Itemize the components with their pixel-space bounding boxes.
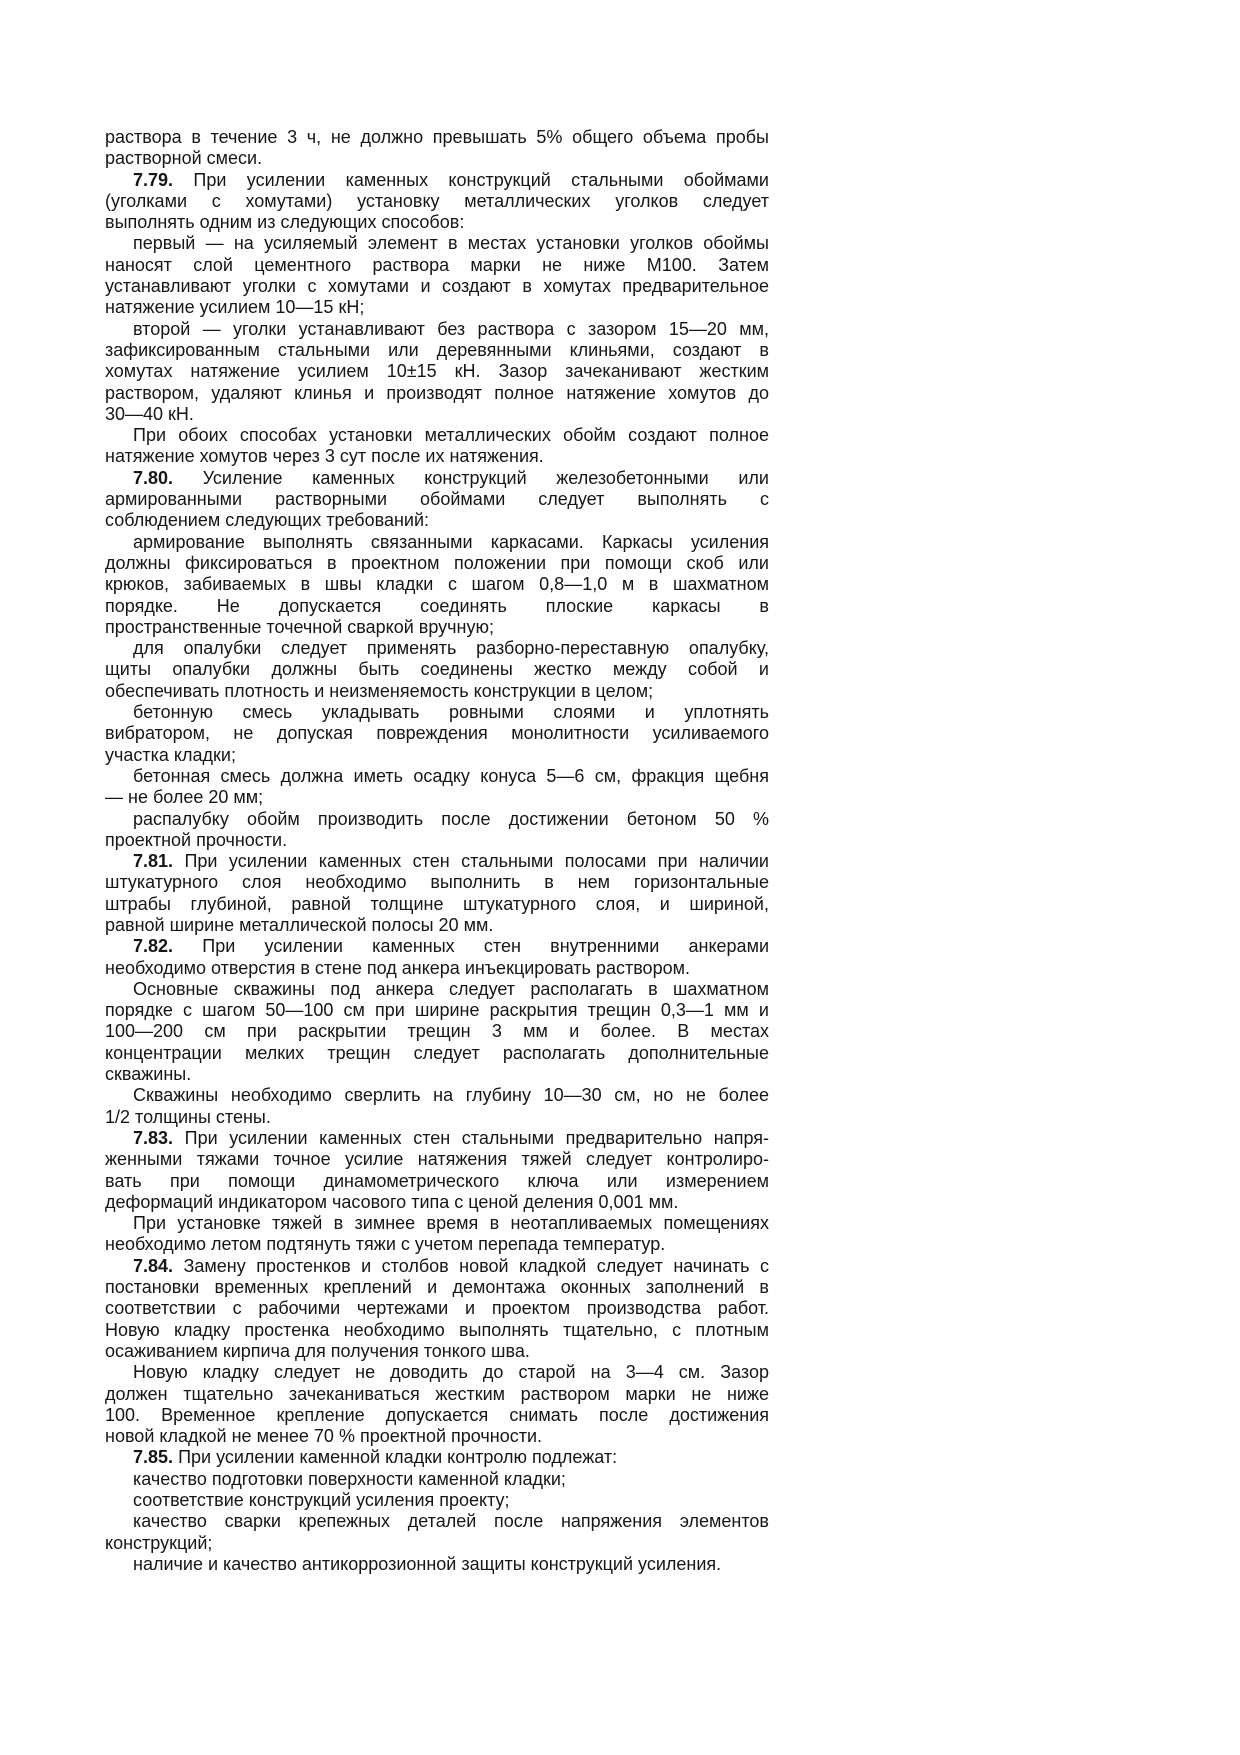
text-line xyxy=(105,1256,769,1277)
text-line xyxy=(105,936,769,957)
clause-paragraph xyxy=(105,1447,769,1468)
text-line xyxy=(105,170,769,191)
line-text: Замену простенков и столбов новой кладкой следует начинать с xyxy=(183,1255,769,1276)
text-line: штукатурного слоя необходимо выполнить в нем горизонтальные xyxy=(105,872,769,893)
text-line xyxy=(105,1447,769,1468)
text-line: 1/2 толщины стены. xyxy=(105,1106,271,1127)
text-line: наличие и качество антикоррозионной защиты конструкций усиления. xyxy=(133,1553,722,1574)
text-line: — не более 20 мм; xyxy=(105,787,264,808)
clause-paragraph xyxy=(105,936,769,979)
paragraph xyxy=(105,1085,769,1128)
text-line: скважины. xyxy=(105,1064,192,1085)
text-line: 30—40 кН. xyxy=(105,403,194,424)
paragraph xyxy=(105,1511,769,1554)
text-line: зафиксированным стальными или деревянными клиньями, создают в xyxy=(105,339,769,360)
text-line xyxy=(105,1128,769,1149)
text-line: растворной смеси. xyxy=(105,148,263,169)
text-block xyxy=(105,127,769,1575)
clause-paragraph xyxy=(105,1128,769,1213)
paragraph xyxy=(105,1554,769,1575)
text-line: наносят слой цементного раствора марки не ниже М100. Затем xyxy=(105,254,769,275)
line-text: Усиление каменных конструкций железобетонными или xyxy=(202,467,769,488)
paragraph xyxy=(105,979,769,1085)
text-line: соблюдением следующих требований: xyxy=(105,510,430,531)
text-line: щиты опалубки должны быть соединены жестко между собой и xyxy=(105,659,769,680)
clause-paragraph xyxy=(105,170,769,234)
text-line: осаживанием кирпича для получения тонкого шва. xyxy=(105,1340,530,1361)
paragraph xyxy=(105,1490,769,1511)
clause-number: 7.81. xyxy=(133,851,174,872)
clause-number: 7.82. xyxy=(133,936,174,957)
text-line: качество подготовки поверхности каменной кладки; xyxy=(133,1468,566,1489)
paragraph xyxy=(105,532,769,638)
text-line: устанавливают уголки с хомутами и создают в хомутах предварительное xyxy=(105,276,769,297)
text-line: порядке с шагом 50—100 см при ширине раскрытия трещин 0,3—1 мм и xyxy=(105,1000,769,1021)
text-line: Скважины необходимо сверлить на глубину 10—30 см, но не более xyxy=(133,1085,769,1106)
text-line: Новую кладку следует не доводить до старой на 3—4 см. Зазор xyxy=(133,1362,769,1383)
clause-number: 7.83. xyxy=(133,1127,174,1148)
text-line: женными тяжами точное усилие натяжения тяжей следует контролиро- xyxy=(105,1149,769,1170)
text-line: соответствие конструкций усиления проекту; xyxy=(133,1490,510,1510)
paragraph xyxy=(105,425,769,468)
text-line: конструкций; xyxy=(105,1532,213,1553)
clause-paragraph xyxy=(105,1256,769,1362)
paragraph xyxy=(105,638,769,702)
text-line: натяжение усилием 10—15 кН; xyxy=(105,297,365,318)
text-line: бетонную смесь укладывать ровными слоями и уплотнять xyxy=(133,702,769,723)
paragraph xyxy=(105,766,769,809)
text-line: концентрации мелких трещин следует располагать дополнительные xyxy=(105,1042,769,1063)
line-text: При усилении каменных конструкций стальными обоймами xyxy=(193,169,769,190)
paragraph xyxy=(105,319,769,425)
text-line: порядке. Не допускается соединять плоские каркасы в xyxy=(105,595,769,616)
clause-paragraph xyxy=(105,851,769,936)
line-text: При усилении каменных стен стальными полосами при наличии xyxy=(184,851,769,872)
text-line: хомутах натяжение усилием 10±15 кН. Зазор зачеканивают жестким xyxy=(105,361,769,382)
text-line: новой кладкой не менее 70 % проектной прочности. xyxy=(105,1426,543,1447)
text-line: раствора в течение 3 ч, не должно превышать 5% общего объема пробы xyxy=(105,127,769,147)
paragraph xyxy=(105,1469,769,1490)
text-line: крюков, забиваемых в швы кладки с шагом 0,8—1,0 м в шахматном xyxy=(105,574,769,595)
text-line: При установке тяжей в зимнее время в неотапливаемых помещениях xyxy=(133,1213,769,1234)
text-line: вать при помощи динамометрического ключа или измерением xyxy=(105,1170,769,1191)
text-line: должен тщательно зачеканиваться жестким раствором марки не ниже xyxy=(105,1383,769,1404)
paragraph xyxy=(105,1213,769,1256)
text-line: участка кладки; xyxy=(105,744,236,765)
paragraph xyxy=(105,1362,769,1447)
text-line: раствором, удаляют клинья и производят полное натяжение хомутов до xyxy=(105,382,769,403)
clause-number: 7.84. xyxy=(133,1255,174,1276)
text-line: для опалубки следует применять разборно-переставную опалубку, xyxy=(133,638,769,659)
text-line: первый — на усиляемый элемент в местах установки уголков обоймы xyxy=(133,233,769,254)
text-line: 100—200 см при раскрытии трещин 3 мм и более. В местах xyxy=(105,1021,769,1042)
text-line: Основные скважины под анкера следует располагать в шахматном xyxy=(133,978,769,999)
text-line xyxy=(105,851,769,872)
text-line: пространственные точечной сваркой вручную; xyxy=(105,616,494,637)
line-text: При усилении каменных стен стальными предварительно напря- xyxy=(184,1127,769,1148)
text-line: армирование выполнять связанными каркасами. Каркасы усиления xyxy=(133,531,769,552)
text-line: проектной прочности. xyxy=(105,829,288,850)
text-line: постановки временных креплений и демонтажа оконных заполнений в xyxy=(105,1277,769,1298)
text-line: армированными растворными обоймами следует выполнять с xyxy=(105,489,769,510)
text-line: обеспечивать плотность и неизменяемость конструкции в целом; xyxy=(105,680,654,701)
clause-paragraph xyxy=(105,468,769,532)
text-line xyxy=(105,468,769,489)
text-line: соответствии с рабочими чертежами и проектом производства работ. xyxy=(105,1298,769,1319)
text-line: равной ширине металлической полосы 20 мм. xyxy=(105,914,494,935)
paragraph xyxy=(105,233,769,318)
text-line: При обоих способах установки металлических обойм создают полное xyxy=(133,425,769,446)
clause-number: 7.80. xyxy=(133,467,174,488)
paragraph xyxy=(105,127,769,170)
clause-number: 7.79. xyxy=(133,169,174,190)
text-line: необходимо отверстия в стене под анкера инъекцировать раствором. xyxy=(105,957,690,978)
text-line: выполнять одним из следующих способов: xyxy=(105,212,465,233)
text-line: второй — уголки устанавливают без раствора с зазором 15—20 мм, xyxy=(133,318,769,339)
text-line: распалубку обойм производить после достижении бетоном 50 % xyxy=(133,808,769,829)
clause-number: 7.85. xyxy=(133,1447,174,1468)
line-text: При усилении каменных стен внутренними анкерами xyxy=(202,936,769,957)
text-line: вибратором, не допуская повреждения монолитности усиливаемого xyxy=(105,723,769,744)
text-line: бетонная смесь должна иметь осадку конуса 5—6 см, фракция щебня xyxy=(133,765,769,786)
line-text: При усилении каменной кладки контролю подлежат: xyxy=(178,1447,618,1468)
paragraph xyxy=(105,702,769,766)
text-line: натяжение хомутов через 3 сут после их натяжения. xyxy=(105,446,544,467)
text-line: Новую кладку простенка необходимо выполнять тщательно, с плотным xyxy=(105,1319,769,1340)
text-line: необходимо летом подтянуть тяжи с учетом перепада температур. xyxy=(105,1234,666,1255)
paragraph xyxy=(105,809,769,852)
text-line: качество сварки крепежных деталей после напряжения элементов xyxy=(133,1511,769,1532)
text-line: 100. Временное крепление допускается снимать после достижения xyxy=(105,1404,769,1425)
text-line: штрабы глубиной, равной толщине штукатурного слоя, и шириной, xyxy=(105,893,769,914)
text-line: должны фиксироваться в проектном положении при помощи скоб или xyxy=(105,552,769,573)
text-line: (уголками с хомутами) установку металлических уголков следует xyxy=(105,190,769,211)
text-line: деформаций индикатором часового типа с ценой деления 0,001 мм. xyxy=(105,1191,679,1212)
